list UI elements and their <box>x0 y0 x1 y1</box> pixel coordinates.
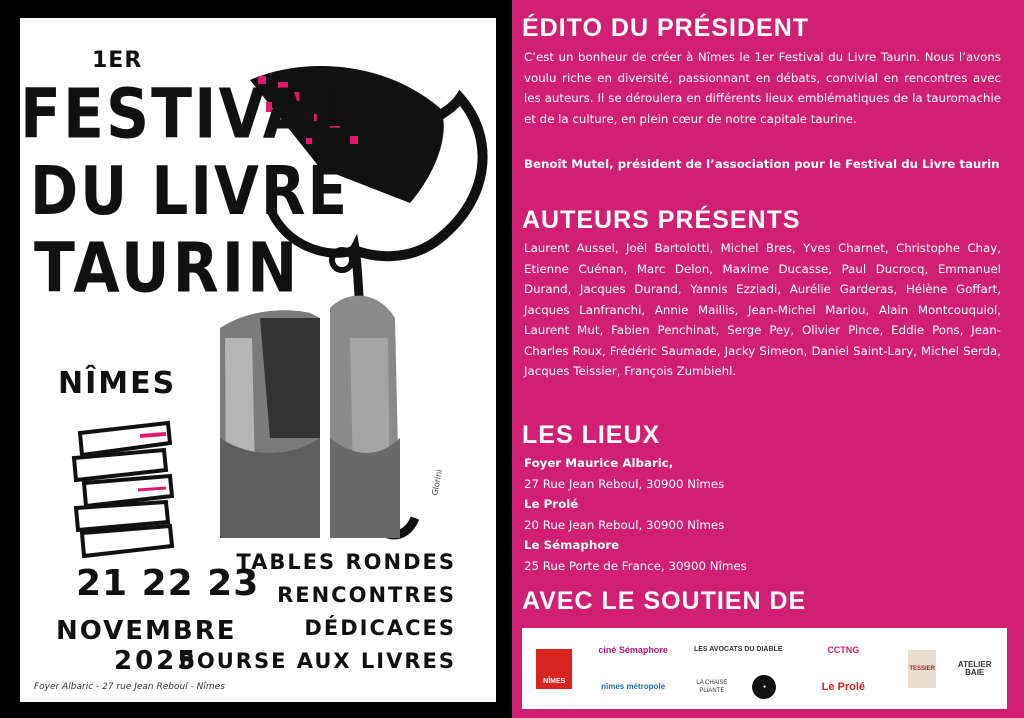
poster-dates: 21 22 23 <box>76 563 260 604</box>
program-item: TABLES RONDES <box>236 550 456 574</box>
avocats-du-diable-logo: LES AVOCATS DU DIABLE <box>693 646 783 654</box>
chaise-pliante-logo: LA CHAISE PLIANTE <box>696 679 728 694</box>
poster-footer-address: Foyer Albaric - 27 rue Jean Reboul - Nîmes <box>34 682 225 692</box>
edito-title: ÉDITO DU PRÉSIDENT <box>522 14 810 42</box>
nimes-logo: NÎMES <box>536 649 572 689</box>
poster-title-line-3: TAURIN <box>34 228 301 309</box>
poster-year: 2025 <box>114 646 199 676</box>
venue-address: 20 Rue Jean Reboul, 30900 Nîmes <box>524 517 725 532</box>
venue-address: 27 Rue Jean Reboul, 30900 Nîmes <box>524 476 725 491</box>
edition-label: 1ER <box>92 48 143 73</box>
edito-text: C’est un bonheur de créer à Nîmes le 1er Festival du Livre Taurin. Nous l’avons voulu riche en diversité, passionnant en débats, convivial en rencontres avec les auteurs. Il se déroulera en différents lieux emblématiques de la tauromachie et de la culture, en plein cœur de notre capitale taurine. <box>524 50 1001 126</box>
torero-jacket <box>220 296 400 538</box>
venues-list <box>524 453 1001 576</box>
program-item: BOURSE AUX LIVRES <box>178 649 456 673</box>
atelier-baie-logo: ATELIER BAIE <box>957 659 992 677</box>
venue-address: 25 Rue Porte de France, 30900 Nîmes <box>524 558 747 573</box>
program-list <box>179 546 456 678</box>
book-accent-2 <box>138 488 166 490</box>
circle-logo: ● <box>752 675 776 699</box>
poster-city: NÎMES <box>58 366 177 401</box>
info-panel <box>512 0 1024 718</box>
cine-semaphore-logo: ciné Sémaphore <box>598 645 668 656</box>
program-item: DÉDICACES <box>304 616 456 640</box>
le-prole-logo: Le Prolé <box>821 680 866 693</box>
program-item: RENCONTRES <box>277 583 456 607</box>
sponsors-title: AVEC LE SOUTIEN DE <box>522 587 807 615</box>
poster-title-line-1: FESTIVAL <box>20 74 352 155</box>
venue-name: Foyer Maurice Albaric, <box>524 456 674 470</box>
cctng-logo: CCTNG <box>827 645 860 656</box>
tessier-logo: TESSIER <box>908 650 936 688</box>
poster-title-line-2: DU LIVRE <box>30 152 350 231</box>
book-accent-1 <box>140 434 166 436</box>
poster <box>20 18 496 702</box>
venue-name: Le Sémaphore <box>524 538 620 552</box>
nose-ring <box>332 250 352 270</box>
venue-name: Le Prolé <box>524 497 579 511</box>
venues-title: LES LIEUX <box>522 421 661 449</box>
authors-list: Laurent Aussel, Joël Bartolotti, Michel Bres, Yves Charnet, Christophe Chay, Etienne Cuénan, Marc Delon, Maxime Ducasse, Paul Ducrocq, Emmanuel Durand, Jacques Durand, Yannis Ezziadi, Aurélie Garderas, Hélène Goffart, Jacques Lanfranchi, Annie Maillis, Jean-Michel Mariou, Alain Montcouquiol, Laurent Mut, Fabien Penchinat, Serge Pey, Olivier Pince, Eddie Pons, Jean-Charles Roux, Frédéric Saumade, Jacky Simeon, Daniel Saint-Lary, Michel Serda, Jacques Teissier, François Zumbiehl. <box>524 241 1001 378</box>
artist-signature: Glorini <box>430 468 444 497</box>
nimes-metropole-logo: nîmes métropole <box>601 681 666 691</box>
edito-signature: Benoît Mutel, président de l’association pour le Festival du Livre taurin <box>524 157 1000 171</box>
poster-month: NOVEMBRE <box>56 616 237 646</box>
sponsor-logos <box>522 628 1007 709</box>
authors-title: AUTEURS PRÉSENTS <box>522 206 801 234</box>
